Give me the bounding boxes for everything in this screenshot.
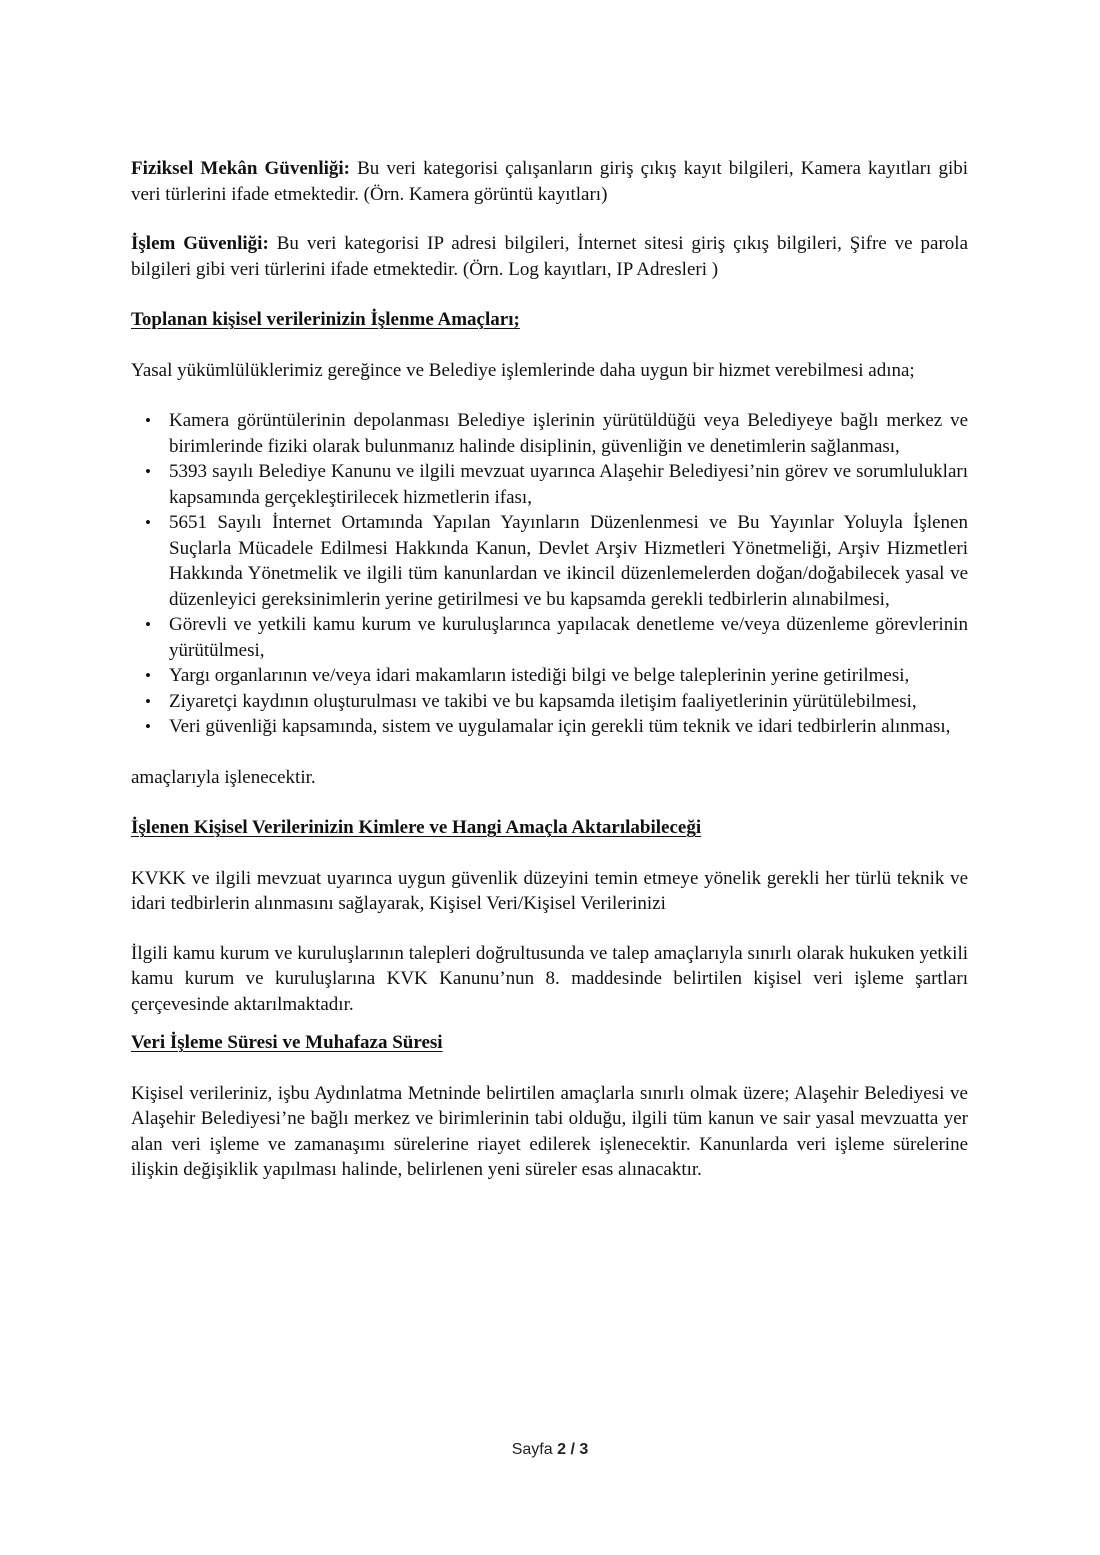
list-item: • Yargı organlarının ve/veya idari makamların istediği bilgi ve belge taleplerinin yerine getirilmesi, [169,663,968,689]
page-content [131,156,968,1183]
process-security-label: İşlem Güvenliği: [131,233,269,254]
list-item: • Kamera görüntülerinin depolanması Belediye işlerinin yürütüldüğü veya Belediyeye bağlı merkez ve birimlerinde fiziki olarak bulunmanız halinde disiplinin, güvenliğin ve denetimlerin sağlanması, [169,408,968,459]
transfer-heading: İşlenen Kişisel Verilerinizin Kimlere ve Hangi Amaçla Aktarılabileceği [131,817,702,838]
list-item: • 5651 Sayılı İnternet Ortamında Yapılan Yayınların Düzenlenmesi ve Bu Yayınlar Yoluyla İşlenen Suçlarla Mücadele Edilmesi Hakkında Kanun, Devlet Arşiv Hizmetleri Yönetmeliği, Arşiv Hizmetleri Hakkında Yönetmelik ve ilgili tüm kanunlardan ve ikincil düzenlemelerden doğan/doğabilecek yasal ve düzenleyici gereksinimlerin yerine getirilmesi ve bu kapsamda gerekli tedbirlerin alınabilmesi, [169,510,968,612]
list-item: • Ziyaretçi kaydının oluşturulması ve takibi ve bu kapsamda iletişim faaliyetlerinin yürütülebilmesi, [169,689,968,715]
page-current: 2 [557,1441,566,1458]
purposes-intro: Yasal yükümlülüklerimiz gereğince ve Belediye işlemlerinde daha uygun bir hizmet verebilmesi adına; [131,359,915,381]
physical-security-paragraph [131,156,968,207]
retention-paragraph: Kişisel verileriniz, işbu Aydınlatma Metninde belirtilen amaçlarla sınırlı olmak üzere; Alaşehir Belediyesi ve Alaşehir Belediyesi’ne bağlı merkez ve birimlerinin tabi olduğu, ilgili tüm kanun ve sair yasal mevzuatta yer alan veri işleme ve zamanaşımı sürelerine riayet edilerek işlenecektir. Kanunlarda veri işleme sürelerine ilişkin değişiklik yapılması halinde, belirlenen yeni süreler esas alınacaktır. [131,1082,968,1180]
transfer-paragraph-2: İlgili kamu kurum ve kuruluşlarının talepleri doğrultusunda ve talep amaçlarıyla sınırlı olarak hukuken yetkili kamu kurum ve kuruluşlarına KVK Kanunu’nun 8. maddesinde belirtilen kişisel veri işleme şartları çerçevesinde aktarılmaktadır. [131,942,968,1015]
physical-security-label: Fiziksel Mekân Güvenliği: [131,158,351,179]
page-footer [0,1441,1100,1459]
transfer-paragraph-1: KVKK ve ilgili mevzuat uyarınca uygun güvenlik düzeyini temin etmeye yönelik gerekli her türlü teknik ve idari tedbirlerin alınmasını sağlayarak, Kişisel Veri/Kişisel Verilerinizi [131,867,968,914]
page-total: 3 [579,1441,589,1458]
page-label: Sayfa [511,1441,553,1458]
page-separator: / [570,1441,575,1458]
process-security-paragraph [131,231,968,282]
purposes-heading: Toplanan kişisel verilerinizin İşlenme Amaçları; [131,309,520,330]
list-item: • 5393 sayılı Belediye Kanunu ve ilgili mevzuat uyarınca Alaşehir Belediyesi’nin görev ve sorumlulukları kapsamında gerçekleştirilecek hizmetlerin ifası, [169,459,968,510]
purposes-list [131,408,968,740]
physical-security-text: Bu veri kategorisi çalışanların giriş çıkış kayıt bilgileri, Kamera kayıtları gibi veri türlerini ifade etmektedir. (Örn. Kamera görüntü kayıtları) [131,158,969,205]
purposes-closing: amaçlarıyla işlenecektir. [131,766,316,788]
process-security-text: Bu veri kategorisi IP adresi bilgileri, İnternet sitesi giriş çıkış bilgileri, Şifre ve parola bilgileri gibi veri türlerini ifade etmektedir. (Örn. Log kayıtları, IP Adresleri ) [131,233,968,280]
list-item: • Veri güvenliği kapsamında, sistem ve uygulamalar için gerekli tüm teknik ve idari tedbirlerin alınması, [169,714,968,740]
list-item: • Görevli ve yetkili kamu kurum ve kuruluşlarınca yapılacak denetleme ve/veya düzenleme görevlerinin yürütülmesi, [169,612,968,663]
retention-heading: Veri İşleme Süresi ve Muhafaza Süresi [131,1032,443,1053]
